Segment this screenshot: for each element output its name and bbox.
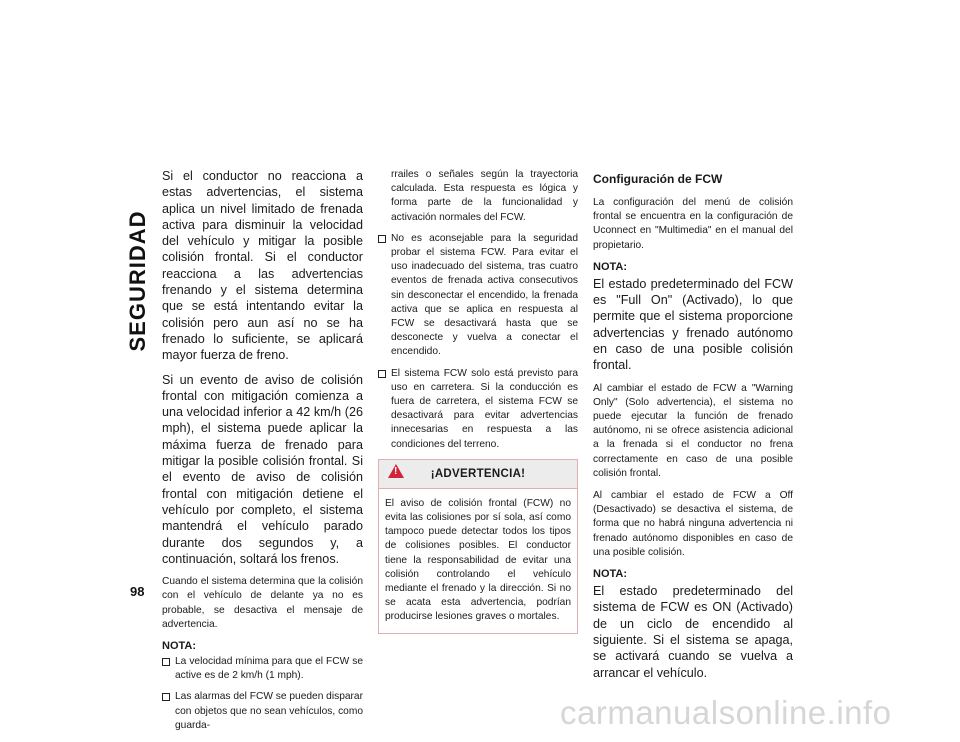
note-text: El estado predeterminado del FCW es "Full On" (Activado), lo que permite que el sistema proporcione advertencias y frenado autónomo en caso de una posible colisión frontal. bbox=[593, 276, 793, 373]
section-heading: Configuración de FCW bbox=[593, 172, 723, 186]
note-text: El estado predeterminado del sistema de FCW es ON (Activado) de un ciclo de encendido al siguiente. Si el sistema se apaga, se activará cuando se vuelva a arrancar el vehículo. bbox=[593, 584, 793, 680]
paragraph: Al cambiar el estado de FCW a Off (Desactivado) se desactiva el sistema, de forma que no habrá ninguna advertencia ni frenado autónomo disponibles en caso de una posible colisión. bbox=[593, 490, 793, 558]
square-bullet-icon bbox=[162, 693, 170, 701]
paragraph: Si el conductor no reacciona a estas advertencias, el sistema aplica un nivel limitado de frenada activa para disminuir la velocidad del vehículo y mitigar la posible colisión frontal. Si el conductor reacciona a las advertencias frenando y el sistema determina que se está intentando evitar la colisión pero aun así no se ha frenado lo suficiente, se aplicará mayor fuerza de freno. bbox=[162, 169, 363, 363]
paragraph: Cuando el sistema determina que la colisión con el vehículo de delante ya no es probable, se desactiva el mensaje de advertencia. bbox=[162, 576, 363, 630]
square-bullet-icon bbox=[162, 658, 170, 666]
square-bullet-icon bbox=[378, 370, 386, 378]
list-item-text: El sistema FCW solo está previsto para uso en carretera. Si la conducción es fuera de carretera, el sistema FCW se desactivará para evitar advertencias innecesarias en respuesta a las condiciones del terreno. bbox=[391, 367, 578, 450]
column-1 bbox=[162, 168, 363, 740]
paragraph: Si un evento de aviso de colisión frontal con mitigación comienza a una velocidad inferior a 42 km/h (26 mph), el sistema puede aplicar la máxima fuerza de frenado para mitigar la posible colisión frontal. Si el evento de aviso de colisión frontal con mitigación detiene el vehículo por completo, el sistema mantendrá el vehículo parado durante dos segundos y, a continuación, soltará los frenos. bbox=[162, 372, 363, 566]
list-item bbox=[378, 232, 578, 360]
warning-text: El aviso de colisión frontal (FCW) no evita las colisiones por sí sola, así como tampoco puede detectar todos los tipos de colisiones posibles. El conductor tiene la responsabilidad de evitar una colisión controlando el vehículo mediante el frenado y la dirección. Si no se acata esta advertencia, podrían producirse lesiones graves o mortales. bbox=[385, 497, 571, 623]
list-item-text: Las alarmas del FCW se pueden disparar con objetos que no sean vehículos, como guarda- bbox=[175, 691, 363, 731]
note-title: NOTA: bbox=[162, 639, 197, 652]
paragraph: Al cambiar el estado de FCW a "Warning Only" (Solo advertencia), el sistema no puede ejecutar la función de frenado autónomo, ni se ofrece asistencia adicional a la frenada si el conductor no frena correctamente en caso de una posible colisión frontal. bbox=[593, 382, 793, 479]
list-item-continued bbox=[378, 168, 578, 225]
list-item bbox=[378, 367, 578, 452]
warning-triangle-icon bbox=[388, 464, 404, 478]
list-item-text: La velocidad mínima para que el FCW se active es de 2 km/h (1 mph). bbox=[175, 655, 363, 682]
bullet-list bbox=[162, 655, 363, 733]
list-item bbox=[162, 690, 363, 733]
section-side-title bbox=[118, 176, 158, 386]
list-item-text: rrailes o señales según la trayectoria calculada. Esta respuesta es lógica y forma parte de la funcionalidad y activación normales del FCW. bbox=[391, 169, 578, 223]
bullet-list bbox=[378, 168, 578, 452]
list-item-text: No es aconsejable para la seguridad probar el sistema FCW. Para evitar el uso inadecuado del sistema, tras cuatro eventos de frenada activa consecutivos sin desconectar el encendido, la frenada activa que se aplica en respuesta al FCW se desactivará hasta que se desconecte y vuelva a conectar el encendido. bbox=[391, 232, 578, 358]
page-number: 98 bbox=[130, 584, 145, 599]
note-title: NOTA: bbox=[593, 260, 628, 273]
list-item bbox=[162, 655, 363, 683]
square-bullet-icon bbox=[378, 235, 386, 243]
warning-box bbox=[378, 459, 578, 634]
watermark-logo: carmanualsonline.info bbox=[560, 694, 892, 731]
section-title-text: SEGURIDAD bbox=[125, 210, 150, 352]
warning-title: ¡ADVERTENCIA! bbox=[430, 467, 526, 480]
column-2 bbox=[378, 168, 578, 634]
warning-header bbox=[379, 460, 577, 489]
column-3 bbox=[593, 168, 793, 689]
note-title: NOTA: bbox=[593, 568, 628, 581]
paragraph: La configuración del menú de colisión frontal se encuentra en la configuración de Uconnect en "Multimedia" en el manual del propietario. bbox=[593, 197, 793, 251]
